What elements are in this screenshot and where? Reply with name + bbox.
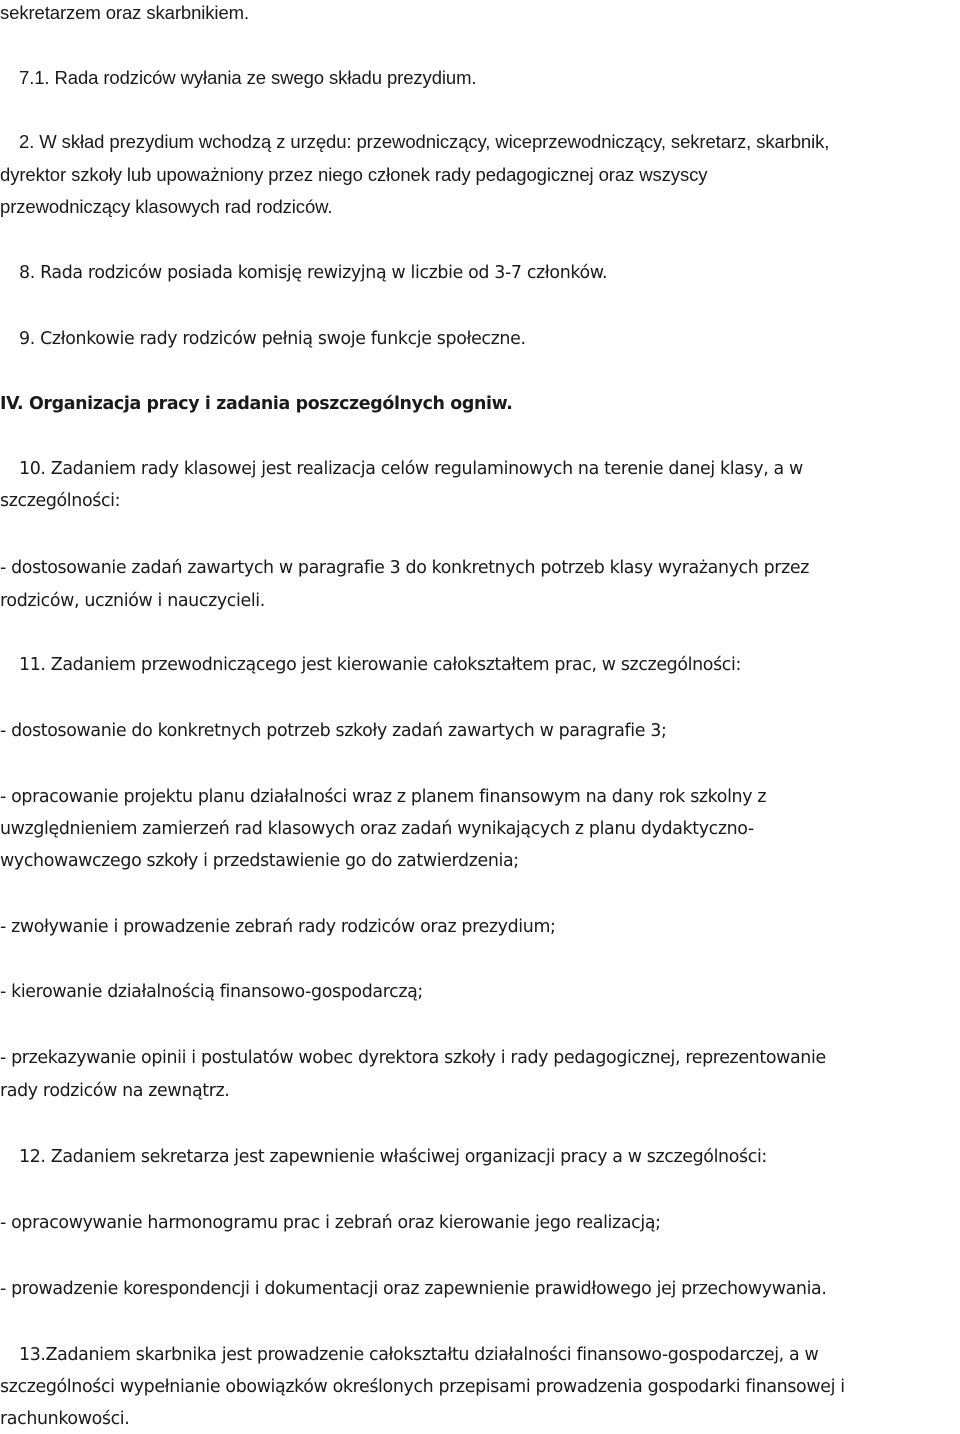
text-line: 13.Zadaniem skarbnika jest prowadzenie całokształtu działalności finansowo-gospodarczej, a w (19, 1345, 819, 1365)
section-heading: IV. Organizacja pracy i zadania poszczególnych ogniw. (0, 394, 513, 414)
text-line: rachunkowości. (0, 1409, 130, 1429)
text-line: uwzględnieniem zamierzeń rad klasowych oraz zadań wynikających z planu dydaktyczno- (0, 819, 754, 839)
text-line: przewodniczący klasowych rad rodziców. (0, 196, 333, 217)
text-line: - przekazywanie opinii i postulatów wobec dyrektora szkoły i rady pedagogicznej, reprezentowanie (0, 1048, 826, 1068)
text-line: - kierowanie działalnością finansowo-gospodarczą; (0, 982, 423, 1002)
text-line: - zwoływanie i prowadzenie zebrań rady rodziców oraz prezydium; (0, 917, 556, 937)
text-line: - opracowywanie harmonogramu prac i zebrań oraz kierowanie jego realizacją; (0, 1213, 661, 1233)
text-line: - prowadzenie korespondencji i dokumentacji oraz zapewnienie prawidłowego jej przechowywania. (0, 1279, 827, 1299)
text-line: - dostosowanie do konkretnych potrzeb szkoły zadań zawartych w paragrafie 3; (0, 721, 667, 741)
text-line: szczególności wypełnianie obowiązków określonych przepisami prowadzenia gospodarki finansowej i (0, 1377, 845, 1397)
text-line: 7.1. Rada rodziców wyłania ze swego składu prezydium. (19, 67, 477, 88)
text-line: 10. Zadaniem rady klasowej jest realizacja celów regulaminowych na terenie danej klasy, a w (19, 459, 803, 479)
text-line: - opracowanie projektu planu działalności wraz z planem finansowym na dany rok szkolny z (0, 787, 767, 807)
text-line: rady rodziców na zewnątrz. (0, 1081, 230, 1101)
text-line: - dostosowanie zadań zawartych w paragrafie 3 do konkretnych potrzeb klasy wyrażanych przez (0, 558, 810, 578)
text-line: szczególności: (0, 491, 121, 511)
text-line: 9. Członkowie rady rodziców pełnią swoje funkcje społeczne. (19, 329, 526, 349)
text-line: wychowawczego szkoły i przedstawienie go do zatwierdzenia; (0, 851, 519, 871)
text-line: dyrektor szkoły lub upoważniony przez niego członek rady pedagogicznej oraz wszyscy (0, 164, 708, 185)
text-line: 12. Zadaniem sekretarza jest zapewnienie właściwej organizacji pracy a w szczególności: (19, 1147, 767, 1167)
text-line: 2. W skład prezydium wchodzą z urzędu: przewodniczący, wiceprzewodniczący, sekretarz, skarbnik, (19, 131, 830, 152)
text-line: rodziców, uczniów i nauczycieli. (0, 591, 265, 611)
text-line: sekretarzem oraz skarbnikiem. (0, 2, 249, 23)
text-line: 11. Zadaniem przewodniczącego jest kierowanie całokształtem prac, w szczególności: (19, 655, 742, 675)
text-line: 8. Rada rodziców posiada komisję rewizyjną w liczbie od 3-7 członków. (19, 263, 608, 283)
